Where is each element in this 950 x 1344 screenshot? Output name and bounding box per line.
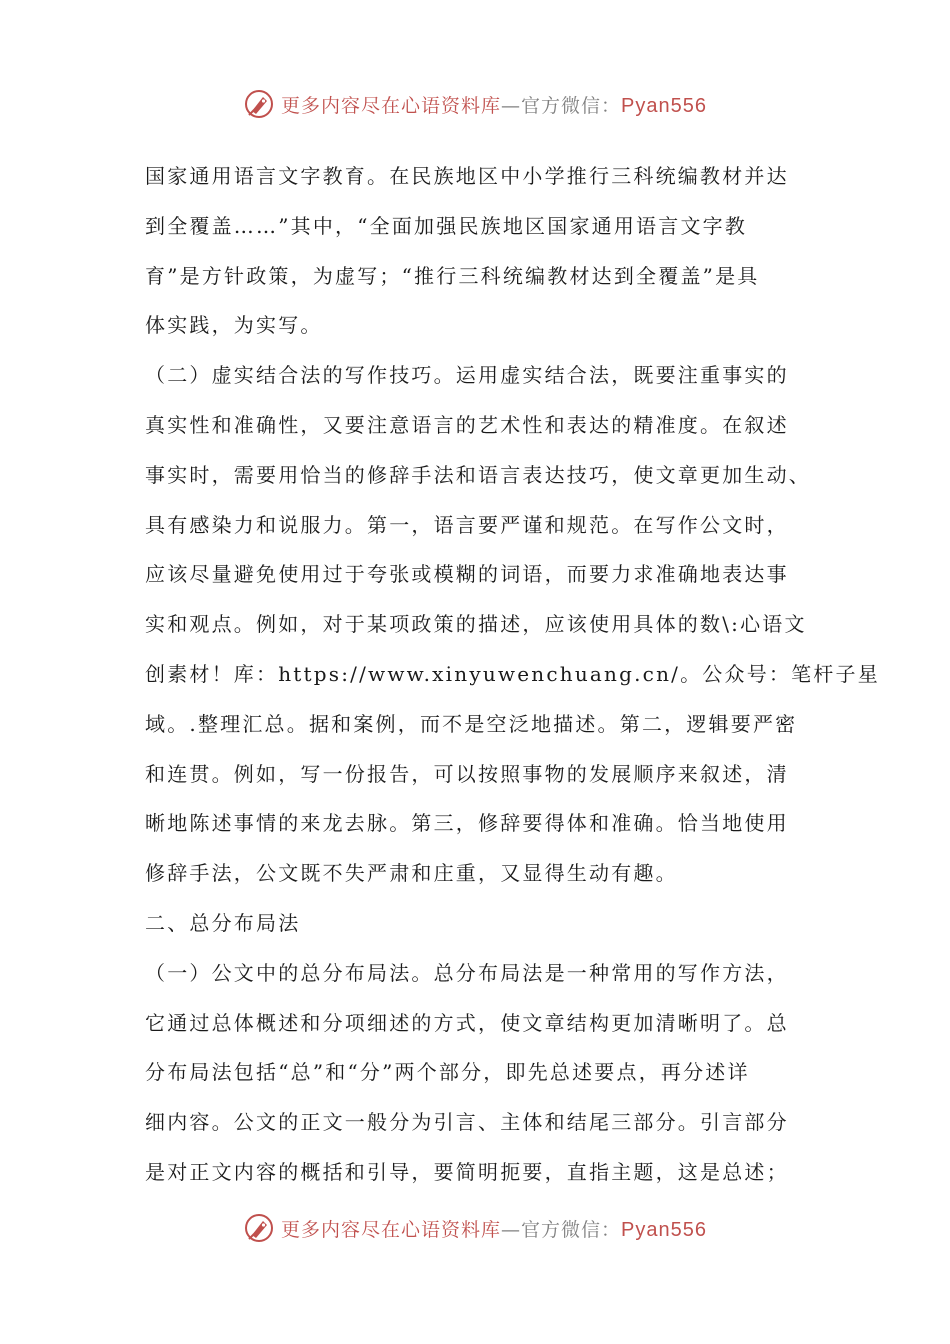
body-text-line: 应该尽量避免使用过于夸张或模糊的词语，而要力求准确地表达事 — [145, 562, 789, 587]
header-banner-text — [281, 91, 707, 118]
body-text-line: 真实性和准确性，又要注意语言的艺术性和表达的精准度。在叙述 — [145, 412, 789, 437]
footer-banner — [0, 1208, 950, 1248]
body-text-line: 二、总分布局法 — [145, 910, 301, 935]
header-banner — [0, 84, 950, 124]
footer-banner-text — [281, 1215, 707, 1242]
body-text-line: 分布局法包括“总”和“分”两个部分，即先总述要点，再分述详 — [145, 1060, 750, 1085]
pen-nib-logo-icon — [243, 88, 275, 120]
body-text-line: 体实践，为实写。 — [145, 313, 323, 338]
body-text-line: （一）公文中的总分布局法。总分布局法是一种常用的写作方法， — [145, 960, 789, 985]
body-text-line: 到全覆盖……”其中，“全面加强民族地区国家通用语言文字教 — [145, 213, 748, 238]
header-banner-wechat-label: 官方微信： — [521, 94, 622, 117]
body-text-line: （二）虚实结合法的写作技巧。运用虚实结合法，既要注重事实的 — [145, 363, 789, 388]
header-banner-sep: — — [501, 94, 522, 117]
footer-banner-main: 更多内容尽在心语资料库 — [281, 1218, 502, 1241]
body-text-line: 细内容。公文的正文一般分为引言、主体和结尾三部分。引言部分 — [145, 1110, 789, 1135]
body-text-line: 具有感染力和说服力。第一，语言要严谨和规范。在写作公文时， — [145, 512, 789, 537]
body-text-line: 创素材！库：https://www.xinyuwenchuang.cn/。公众号：笔杆子星 — [145, 661, 880, 686]
body-text-line: 国家通用语言文字教育。在民族地区中小学推行三科统编教材并达 — [145, 164, 789, 188]
body-text-line: 是对正文内容的概括和引导，要简明扼要，直指主题，这是总述； — [145, 1159, 789, 1184]
body-text-line: 和连贯。例如，写一份报告，可以按照事物的发展顺序来叙述，清 — [145, 761, 789, 786]
pen-nib-logo-icon — [243, 1212, 275, 1244]
body-text-line: 事实时，需要用恰当的修辞手法和语言表达技巧，使文章更加生动、 — [145, 462, 811, 487]
footer-banner-sep: — — [501, 1218, 522, 1241]
body-text-line: 晰地陈述事情的来龙去脉。第三，修辞要得体和准确。恰当地使用 — [145, 811, 789, 836]
document-body — [145, 152, 880, 1198]
footer-banner-wechat-label: 官方微信： — [521, 1218, 622, 1241]
footer-banner-wechat-id: Pyan556 — [621, 1218, 707, 1241]
body-text-line: 实和观点。例如，对于某项政策的描述，应该使用具体的数\:心语文 — [145, 612, 807, 637]
header-banner-main: 更多内容尽在心语资料库 — [281, 94, 502, 117]
body-text-line: 育”是方针政策，为虚写；“推行三科统编教材达到全覆盖”是具 — [145, 263, 760, 288]
header-banner-wechat-id: Pyan556 — [621, 94, 707, 117]
body-text-line: 修辞手法，公文既不失严肃和庄重，又显得生动有趣。 — [145, 861, 678, 886]
body-text-line: 它通过总体概述和分项细述的方式，使文章结构更加清晰明了。总 — [145, 1010, 789, 1035]
body-text-line: 域。.整理汇总。据和案例，而不是空泛地描述。第二，逻辑要严密 — [145, 711, 798, 736]
